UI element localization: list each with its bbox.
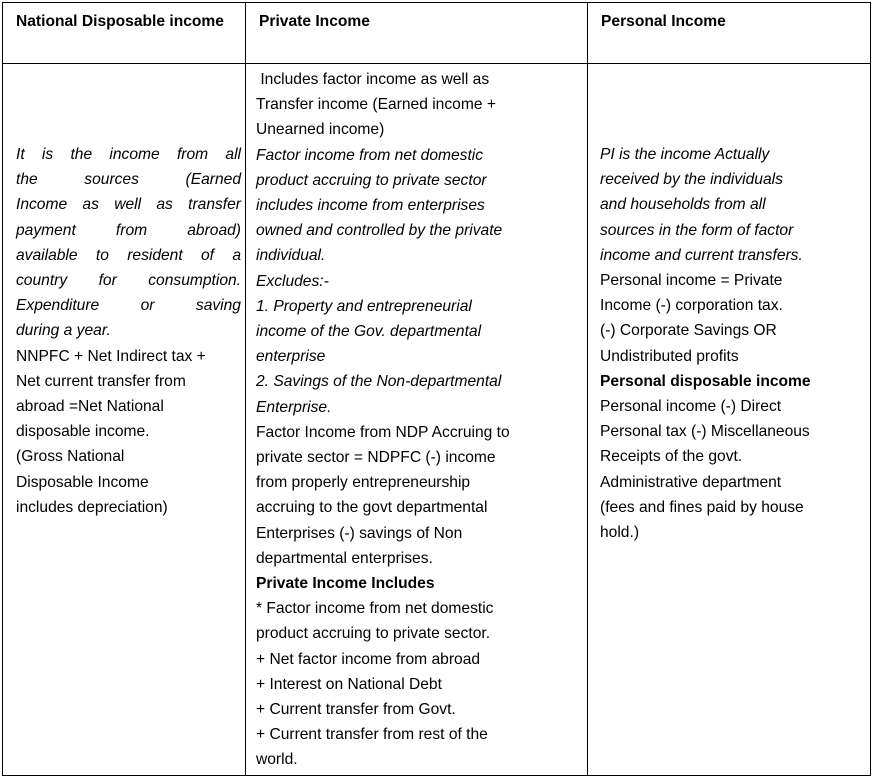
list-item: + Current transfer from rest of the <box>256 726 488 744</box>
private-income-includes-heading: Private Income Includes <box>256 575 435 593</box>
text-line: owned and controlled by the private <box>256 222 503 240</box>
text-line: It is the income from all <box>16 146 241 163</box>
text-line: individual. <box>256 247 326 265</box>
personal-income-cell <box>588 64 871 776</box>
text-line: Excludes:- <box>256 272 329 290</box>
list-item: product accruing to private sector. <box>256 625 491 643</box>
text-line: from properly entrepreneurship <box>256 474 471 492</box>
private-income-cell <box>246 64 588 776</box>
text-line: product accruing to private sector <box>256 171 487 189</box>
header-national-disposable-income: National Disposable income <box>3 3 246 64</box>
income-comparison-table <box>2 2 871 776</box>
text-line: (fees and fines paid by house <box>600 498 804 516</box>
text-line: Unearned income) <box>256 121 385 139</box>
text-line: 2. Savings of the Non-departmental <box>256 373 502 391</box>
text-line: departmental enterprises. <box>256 549 433 567</box>
personal-disposable-income-heading: Personal disposable income <box>600 372 811 390</box>
text-line: available to resident of a <box>16 246 241 264</box>
text-line: and households from all <box>600 196 766 214</box>
text-line: (-) Corporate Savings OR <box>600 322 777 340</box>
text-line: includes depreciation) <box>16 498 168 516</box>
text-line: Undistributed profits <box>600 347 739 365</box>
text-line: payment from abroad) <box>16 221 241 239</box>
document-page <box>2 2 871 776</box>
text-line: disposable income. <box>16 423 150 441</box>
text-line: Enterprise. <box>256 398 332 416</box>
national-disposable-income-cell <box>3 64 246 776</box>
text-line: the sources (Earned <box>16 171 241 189</box>
text-line: country for consumption. <box>16 272 241 290</box>
list-item: + Net factor income from abroad <box>256 650 481 668</box>
text-line: (Gross National <box>16 448 125 466</box>
text-line: PI is the income Actually <box>600 146 770 163</box>
private-factor-income-notes <box>256 143 581 420</box>
text-line: Personal tax (-) Miscellaneous <box>600 423 810 441</box>
text-line: Factor Income from NDP Accruing to <box>256 423 510 441</box>
text-line: during a year. <box>16 322 111 340</box>
text-line: Income (-) corporation tax. <box>600 297 783 315</box>
text-line: Disposable Income <box>16 473 149 491</box>
list-item: world. <box>256 751 298 769</box>
text-line: Receipts of the govt. <box>600 448 743 466</box>
spacer <box>16 67 241 142</box>
text-line: Includes factor income as well as <box>256 71 490 88</box>
text-line: includes income from enterprises <box>256 197 485 215</box>
private-intro <box>256 67 581 143</box>
text-line: Net current transfer from <box>16 372 186 390</box>
national-definition <box>16 142 241 344</box>
header-private-income: Private Income <box>246 3 588 64</box>
text-line: income of the Gov. departmental <box>256 323 482 341</box>
personal-disposable-income-text <box>600 394 864 545</box>
text-line: Transfer income (Earned income + <box>256 96 496 114</box>
text-line: hold.) <box>600 524 640 542</box>
personal-formula <box>600 268 864 369</box>
text-line: income and current transfers. <box>600 246 803 264</box>
text-line: Administrative department <box>600 473 782 491</box>
text-line: Enterprises (-) savings of Non <box>256 524 463 542</box>
text-line: private sector = NDPFC (-) income <box>256 449 496 467</box>
national-formula <box>16 344 241 520</box>
text-line: 1. Property and entrepreneurial <box>256 297 472 315</box>
text-line: received by the individuals <box>600 171 783 189</box>
private-formula <box>256 420 581 571</box>
text-line: sources in the form of factor <box>600 221 794 239</box>
text-line: Factor income from net domestic <box>256 146 484 164</box>
private-income-includes-list <box>256 596 581 772</box>
text-line: abroad =Net National <box>16 398 164 416</box>
text-line: NNPFC + Net Indirect tax + <box>16 347 206 365</box>
text-line: accruing to the govt departmental <box>256 499 488 517</box>
text-line: Expenditure or saving <box>16 297 241 315</box>
personal-definition <box>600 142 864 268</box>
list-item: + Interest on National Debt <box>256 675 442 693</box>
spacer <box>600 67 864 142</box>
list-item: + Current transfer from Govt. <box>256 701 456 719</box>
list-item: * Factor income from net domestic <box>256 600 494 618</box>
header-row <box>3 3 871 64</box>
text-line: Personal income = Private <box>600 272 783 290</box>
text-line: enterprise <box>256 348 326 366</box>
text-line: Income as well as transfer <box>16 196 241 214</box>
content-row <box>3 64 871 776</box>
header-personal-income: Personal Income <box>588 3 871 64</box>
text-line: Personal income (-) Direct <box>600 398 782 416</box>
